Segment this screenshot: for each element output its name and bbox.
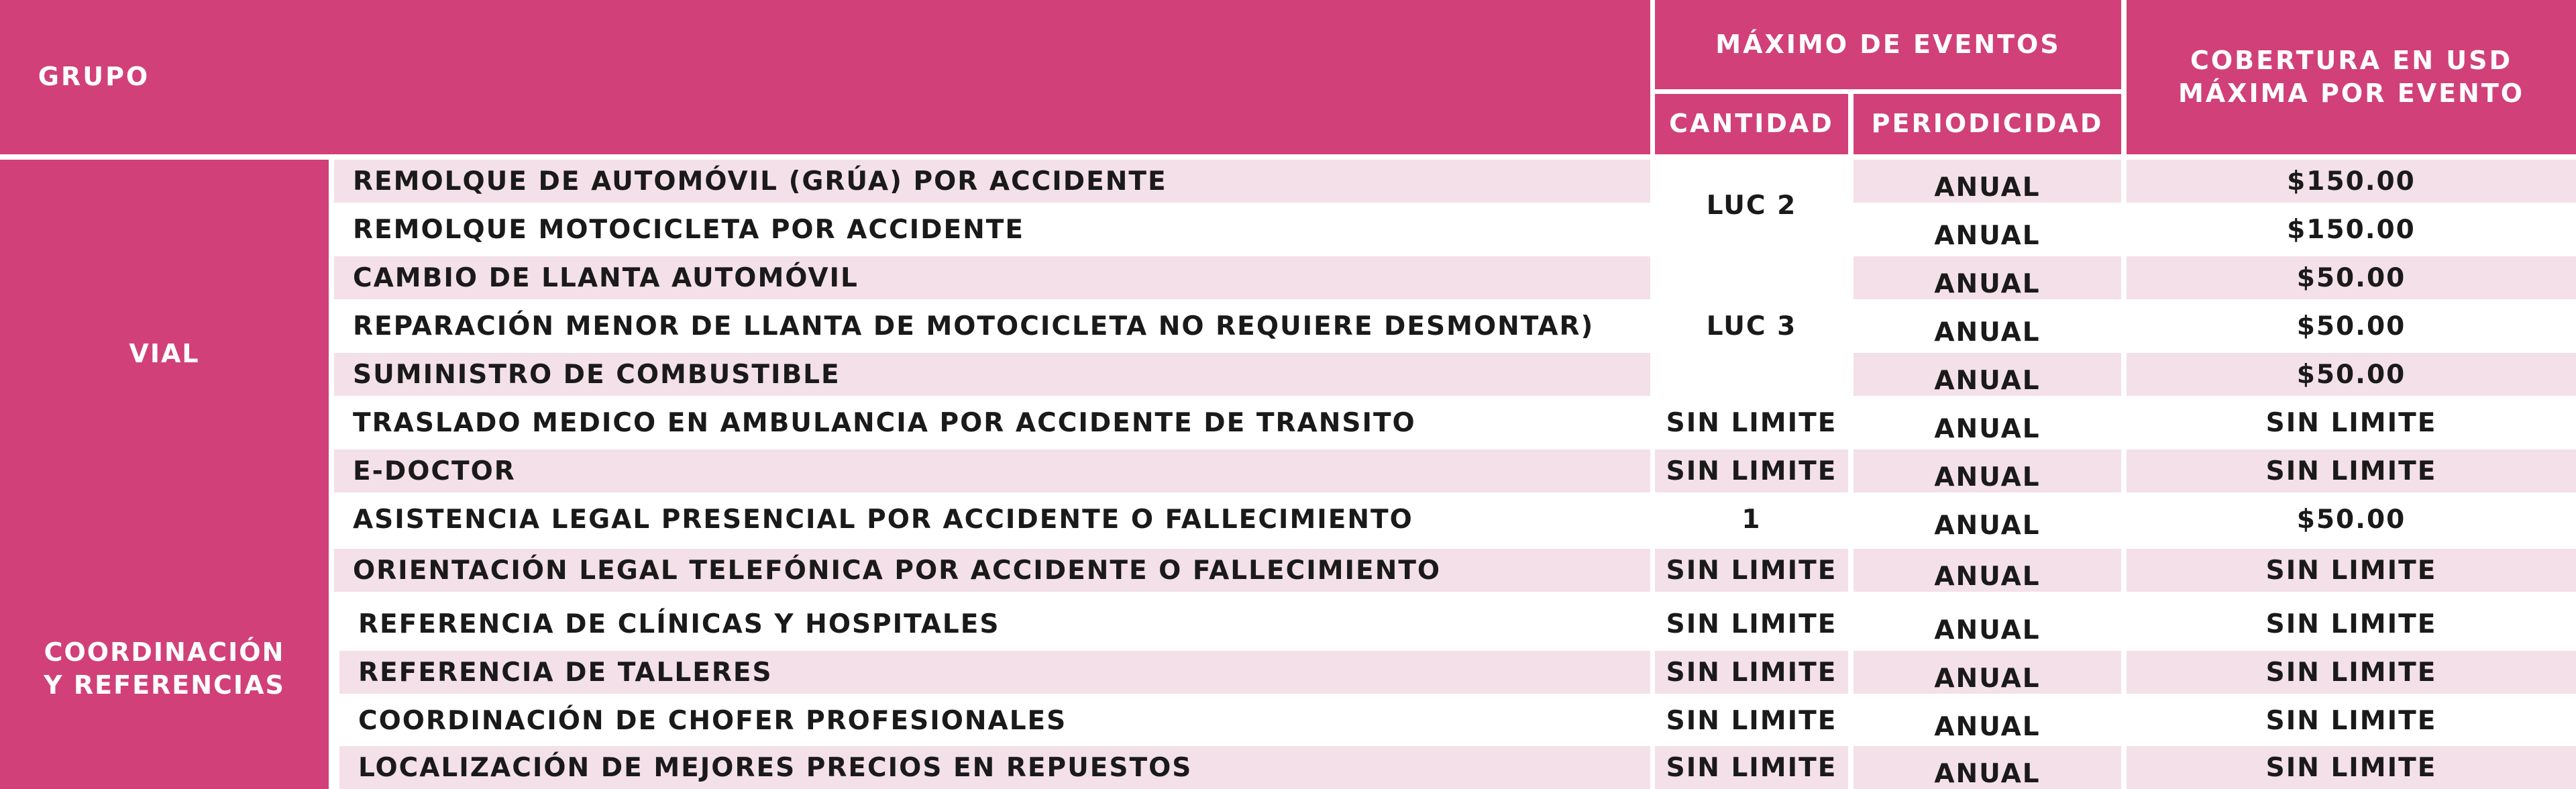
header-periodicity <box>1854 94 2121 154</box>
row-10-quantity: SIN LIMITE <box>1655 651 1848 694</box>
row-8-periodicity: ANUAL <box>1854 549 2121 592</box>
row-7-coverage: $50.00 <box>2127 498 2576 541</box>
row-10-service: REFERENCIA DE TALLERES <box>339 651 1650 694</box>
row-12-service: LOCALIZACIÓN DE MEJORES PRECIOS EN REPUESTOS <box>339 746 1650 789</box>
row-5-periodicity: ANUAL <box>1854 401 2121 444</box>
header-max-events <box>1655 0 2121 89</box>
row-6-coverage: SIN LIMITE <box>2127 450 2576 492</box>
row-11-service: COORDINACIÓN DE CHOFER PROFESIONALES <box>339 699 1650 742</box>
header-max-events-label: MÁXIMO DE EVENTOS <box>1715 29 2061 59</box>
group-vial <box>0 160 329 549</box>
row-1-service: REMOLQUE MOTOCICLETA POR ACCIDENTE <box>334 208 1650 251</box>
row-8-coverage: SIN LIMITE <box>2127 549 2576 592</box>
luc2-cell: LUC 2 <box>1655 160 1848 251</box>
row-6-quantity: SIN LIMITE <box>1655 450 1848 492</box>
row-2-service: CAMBIO DE LLANTA AUTOMÓVIL <box>334 256 1650 299</box>
row-3-service: REPARACIÓN MENOR DE LLANTA DE MOTOCICLETA NO REQUIERE DESMONTAR) <box>334 305 1650 348</box>
header-group <box>0 0 1650 154</box>
row-4-periodicity: ANUAL <box>1854 353 2121 396</box>
row-11-periodicity: ANUAL <box>1854 699 2121 742</box>
row-11-quantity: SIN LIMITE <box>1655 699 1848 742</box>
header-quantity <box>1655 94 1848 154</box>
header-group-label: GRUPO <box>38 62 150 92</box>
header-coverage <box>2127 0 2576 154</box>
group-coordination-label: COORDINACIÓN Y REFERENCIAS <box>44 637 285 700</box>
row-12-periodicity: ANUAL <box>1854 746 2121 789</box>
row-2-coverage: $50.00 <box>2127 256 2576 299</box>
row-10-coverage: SIN LIMITE <box>2127 651 2576 694</box>
group-vial-label: VIAL <box>129 339 200 369</box>
header-quantity-label: CANTIDAD <box>1669 109 1834 139</box>
row-9-service: REFERENCIA DE CLÍNICAS Y HOSPITALES <box>339 602 1650 645</box>
row-0-periodicity: ANUAL <box>1854 160 2121 203</box>
row-2-periodicity: ANUAL <box>1854 256 2121 299</box>
row-7-quantity: 1 <box>1655 498 1848 541</box>
row-12-coverage: SIN LIMITE <box>2127 746 2576 789</box>
row-4-service: SUMINISTRO DE COMBUSTIBLE <box>334 353 1650 396</box>
row-7-periodicity: ANUAL <box>1854 498 2121 541</box>
row-7-service: ASISTENCIA LEGAL PRESENCIAL POR ACCIDENTE O FALLECIMIENTO <box>334 498 1650 541</box>
header-periodicity-label: PERIODICIDAD <box>1871 109 2104 139</box>
row-3-periodicity: ANUAL <box>1854 305 2121 348</box>
row-9-periodicity: ANUAL <box>1854 602 2121 645</box>
row-9-quantity: SIN LIMITE <box>1655 602 1848 645</box>
row-1-coverage: $150.00 <box>2127 208 2576 251</box>
row-4-coverage: $50.00 <box>2127 353 2576 396</box>
row-11-coverage: SIN LIMITE <box>2127 699 2576 742</box>
row-9-coverage: SIN LIMITE <box>2127 602 2576 645</box>
row-10-periodicity: ANUAL <box>1854 651 2121 694</box>
row-1-periodicity: ANUAL <box>1854 208 2121 251</box>
row-5-service: TRASLADO MEDICO EN AMBULANCIA POR ACCIDENTE DE TRANSITO <box>334 401 1650 444</box>
row-6-periodicity: ANUAL <box>1854 450 2121 492</box>
row-0-coverage: $150.00 <box>2127 160 2576 203</box>
row-8-quantity: SIN LIMITE <box>1655 549 1848 592</box>
row-5-quantity: SIN LIMITE <box>1655 401 1848 444</box>
row-5-coverage: SIN LIMITE <box>2127 401 2576 444</box>
group-coordination <box>0 549 329 789</box>
row-8-service: ORIENTACIÓN LEGAL TELEFÓNICA POR ACCIDENTE O FALLECIMIENTO <box>334 549 1650 592</box>
row-6-service: E-DOCTOR <box>334 450 1650 492</box>
row-12-quantity: SIN LIMITE <box>1655 746 1848 789</box>
luc3-cell: LUC 3 <box>1655 256 1848 396</box>
row-0-service: REMOLQUE DE AUTOMÓVIL (GRÚA) POR ACCIDENTE <box>334 160 1650 203</box>
row-3-coverage: $50.00 <box>2127 305 2576 348</box>
header-coverage-label: COBERTURA EN USD MÁXIMA POR EVENTO <box>2178 45 2525 108</box>
